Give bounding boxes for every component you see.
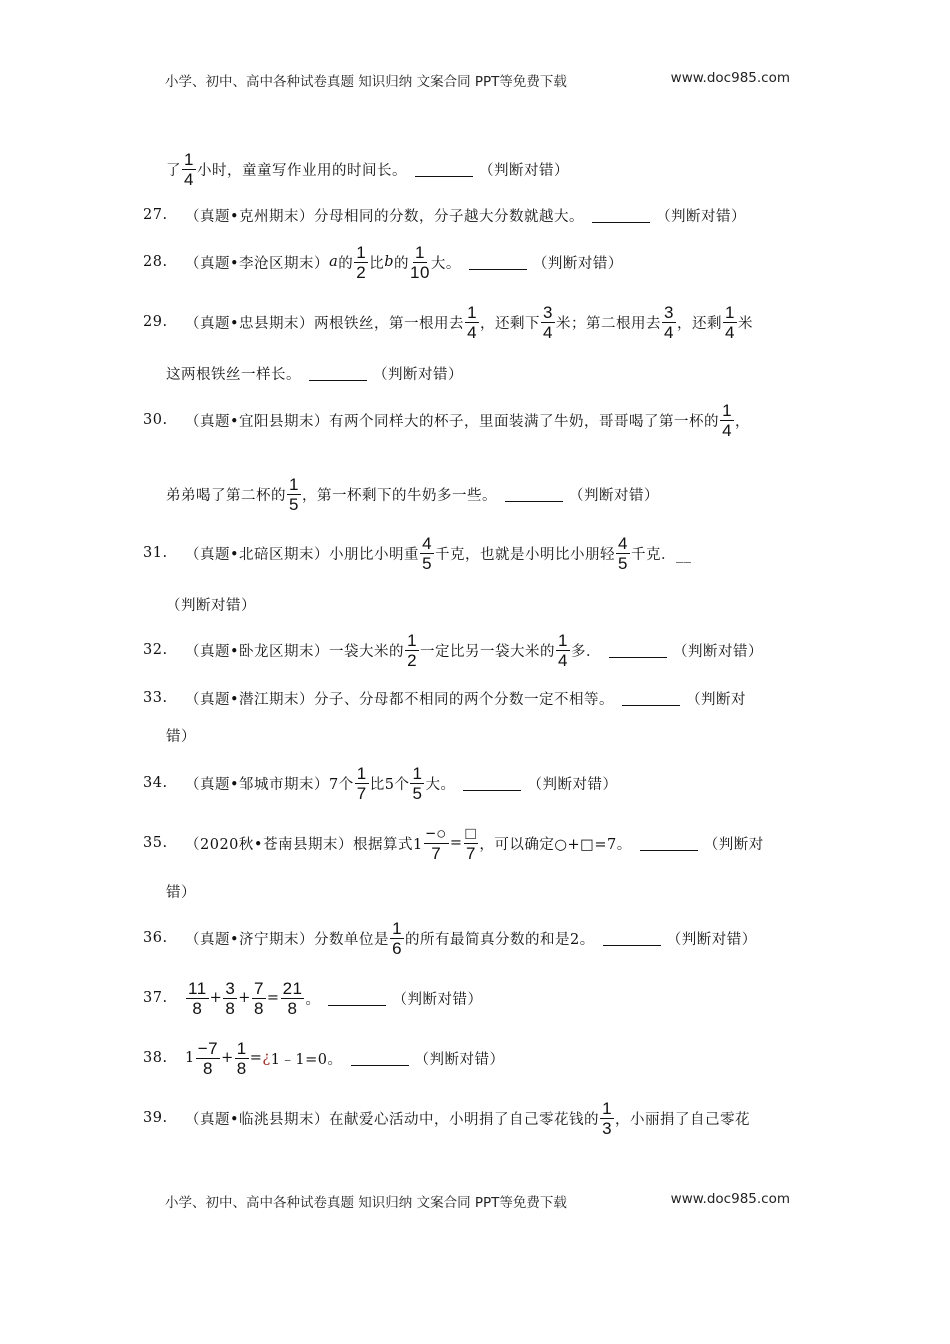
denominator: 4 [467,322,478,342]
question-text: （真题•宜阳县期末）有两个同样大的杯子，里面装满了牛奶，哥哥喝了第一杯的 [185,413,720,430]
question-text: 了 [166,162,181,179]
question-line [143,758,617,808]
question-line [143,1093,750,1143]
numerator: 1 [558,630,568,650]
question-number: 39. [143,1110,168,1126]
answer-blank[interactable] [469,255,527,270]
denominator: 8 [236,1058,247,1078]
fraction [465,303,479,342]
question-text: + [221,1050,234,1066]
fraction [196,1039,220,1078]
question-text: （判断对错） [532,255,623,272]
denominator: 8 [202,1058,213,1078]
header-url: www.doc985.com [670,70,790,86]
numerator: 3 [664,302,674,322]
question-text: 比 [369,255,385,272]
fraction [541,303,555,342]
denominator: 8 [253,998,264,1018]
numerator: 1 [407,630,418,650]
question-text: （判断对 [703,836,764,853]
variable: a [329,254,339,270]
question-text: 弟弟喝了第二杯的 [166,487,286,504]
question-text: 米；第二根用去 [556,315,661,332]
numerator: 1 [412,763,423,783]
numerator: 1 [392,918,403,938]
question-line [143,973,482,1023]
fraction [390,919,404,958]
question-text: （真题•北碚区期末）小朋比小明重 [185,546,420,563]
question-text: （真题•邹城市期末）7个 [185,776,354,793]
question-number: 38. [143,1050,168,1066]
denominator: 6 [392,938,403,958]
denominator: 5 [289,494,299,514]
numerator: 11 [188,978,207,998]
question-text: 的 [338,255,354,272]
answer-blank[interactable] [415,162,473,177]
question-text: （判断对错） [392,991,483,1008]
fraction [600,1099,614,1138]
question-text: 错） [166,884,196,901]
fraction [720,401,734,440]
numerator: 1 [236,1038,247,1058]
question-text: （真题•李沧区期末） [185,255,330,272]
answer-blank[interactable] [603,931,661,946]
fraction [556,631,570,670]
answer-blank[interactable] [622,691,680,706]
denominator: 4 [664,322,674,342]
question-text: 大。 [425,776,456,793]
question-text: 千克．__ [631,546,692,563]
fraction [186,979,209,1018]
question-line [143,673,746,723]
question-continuation [166,348,463,398]
numerator: −7 [197,1038,219,1058]
question-line [143,297,753,347]
denominator: 8 [225,998,236,1018]
fraction [223,979,237,1018]
question-text: ，第一杯剩下的牛奶多一些。 [301,487,497,504]
fraction [235,1039,249,1078]
fraction [252,979,266,1018]
question-text: （判断对错） [373,366,463,383]
question-text: （2020秋•苍南县期末）根据算式1 [185,836,423,853]
question-text: 一定比另一袋大米的 [420,643,556,660]
question-text: （真题•临洮县期末）在献爱心活动中，小明捐了自己零花钱的 [185,1111,600,1128]
question-text: （判断对错） [527,776,618,793]
numerator: 1 [724,302,735,322]
answer-blank[interactable] [640,836,698,851]
answer-blank[interactable] [505,487,563,502]
footer-url: www.doc985.com [670,1191,790,1207]
fraction [281,979,305,1018]
denominator: 5 [422,553,433,573]
answer-blank[interactable] [463,776,521,791]
question-continuation [166,144,569,194]
question-text: 错） [166,728,196,745]
denominator: 7 [465,843,476,863]
question-text: 多． [571,643,601,660]
fraction [354,243,368,282]
question-number: 34. [143,775,168,791]
denominator: 8 [192,998,203,1018]
question-text: 大。 [430,255,461,272]
question-text: 的所有最简真分数的和是2。 [405,931,595,948]
denominator: 4 [543,322,553,342]
question-text: （判断对错） [673,643,763,660]
question-line [143,190,746,240]
fraction [405,631,419,670]
denominator: 4 [558,650,568,670]
denominator: 4 [184,169,194,189]
numerator: 3 [543,302,553,322]
question-text: ， [735,413,751,430]
fraction [182,150,196,189]
numerator: 1 [414,242,425,262]
question-text: = [449,835,463,851]
question-text: （真题•克州期末）分母相同的分数，分子越大分数就越大。 [185,208,585,225]
question-text: 。 [305,991,321,1008]
question-text: 比5个 [369,776,410,793]
question-line [143,913,757,963]
question-text: 1﹣1=0。 [270,1051,343,1068]
answer-blank[interactable] [592,208,650,223]
question-text: （真题•潜江期末）分子、分母都不相同的两个分数一定不相等。 [185,691,615,708]
numerator: 1 [722,400,733,420]
fraction [420,534,434,573]
question-line [143,625,763,675]
answer-blank[interactable] [351,1051,409,1066]
numerator: 4 [618,533,628,553]
numerator: 1 [356,242,367,262]
denominator: 7 [431,843,442,863]
question-text: ，小丽捐了自己零花 [615,1111,751,1128]
question-text: 小时，童童写作业用的时间长。 [196,162,407,179]
numerator: 1 [356,763,367,783]
question-continuation [166,866,196,916]
question-continuation [166,469,659,519]
fraction [616,534,630,573]
question-text: 米 [737,315,753,332]
question-number: 29. [143,314,168,330]
footer-text: 小学、初中、高中各种试卷真题 知识归纳 文案合同 PPT等免费下载 [165,1195,567,1211]
answer-blank[interactable] [609,643,667,658]
denominator: 3 [602,1118,613,1138]
page-header [165,70,790,90]
denominator: 5 [412,783,423,803]
question-text: 的 [393,255,409,272]
denominator: 7 [356,783,367,803]
fraction [355,764,369,803]
numerator: 3 [225,978,236,998]
question-text: 1 [185,1050,195,1066]
question-text: ，可以确定○+□=7。 [479,836,632,853]
question-text: （真题•济宁期末）分数单位是 [185,931,390,948]
question-text: 千克，也就是小明比小朋轻 [435,546,616,563]
numerator: 1 [602,1098,613,1118]
variable: b [384,254,394,270]
question-text: （判断对错） [656,208,747,225]
question-number: 32. [143,642,168,658]
denominator: 4 [722,420,733,440]
garbled-char: ¿ [262,1050,271,1066]
question-continuation [166,710,196,760]
question-text: （判断对 [686,691,747,708]
question-line [143,528,692,578]
question-text: + [238,990,251,1006]
question-number: 35. [143,835,168,851]
question-text: ，还剩下 [480,315,541,332]
denominator: 8 [287,998,298,1018]
question-line [143,818,764,868]
question-text: （真题•忠县期末）两根铁丝，第一根用去 [185,315,465,332]
question-text: （判断对错） [478,162,569,179]
question-text: = [266,990,280,1006]
question-number: 31. [143,545,168,561]
numerator: 1 [184,149,194,169]
header-text: 小学、初中、高中各种试卷真题 知识归纳 文案合同 PPT等免费下载 [165,74,567,90]
question-line [143,237,623,287]
answer-blank[interactable] [328,991,386,1006]
question-text: ，还剩 [676,315,722,332]
fraction [287,475,301,514]
page-footer [165,1191,790,1211]
question-number: 33. [143,690,168,706]
question-text: = [249,1050,263,1066]
denominator: 2 [407,650,418,670]
question-line [143,395,750,445]
question-text: （判断对错） [666,931,757,948]
question-text: （判断对错） [414,1051,505,1068]
numerator: 21 [282,978,303,998]
question-number: 30. [143,412,168,428]
question-number: 37. [143,990,168,1006]
fraction [723,303,737,342]
fraction [410,764,424,803]
question-text: 这两根铁丝一样长。 [166,366,301,383]
numerator: 7 [253,978,264,998]
numerator: 1 [289,474,299,494]
numerator: 4 [422,533,433,553]
question-line [143,1033,505,1083]
fraction [662,303,676,342]
question-number: 28. [143,254,168,270]
fraction [464,824,479,863]
numerator: 1 [467,302,478,322]
denominator: 2 [356,262,367,282]
denominator: 10 [409,262,430,282]
denominator: 4 [724,322,735,342]
question-text: + [209,990,223,1006]
numerator: □ [465,823,477,843]
denominator: 5 [618,553,628,573]
fraction [410,243,430,282]
question-number: 27. [143,207,168,223]
numerator: −○ [425,823,447,843]
question-text: （真题•卧龙区期末）一袋大米的 [185,643,405,660]
fraction [424,824,449,863]
question-text: （判断对错） [166,597,256,614]
question-text: （判断对错） [568,487,659,504]
answer-blank[interactable] [309,366,367,381]
question-continuation [166,579,256,629]
question-number: 36. [143,930,168,946]
